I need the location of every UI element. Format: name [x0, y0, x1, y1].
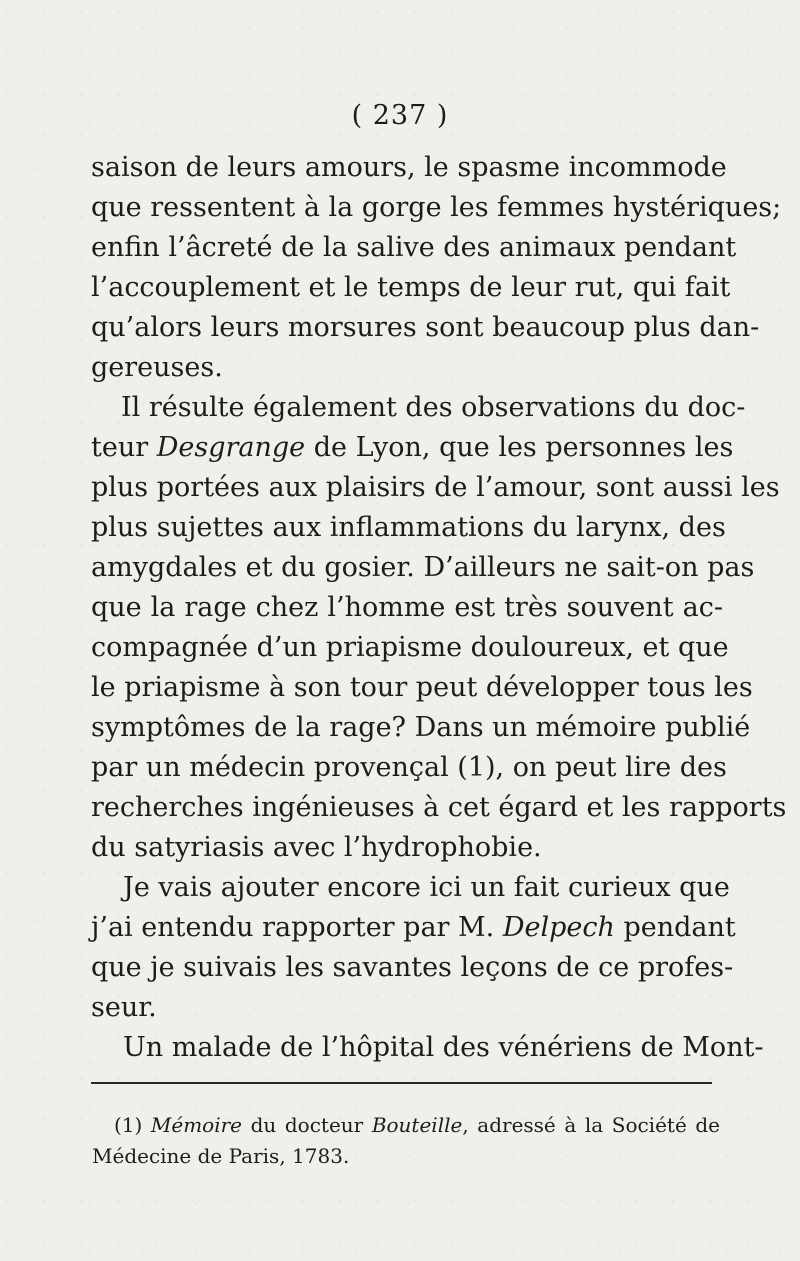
italic-name: Desgrange: [156, 432, 306, 463]
text-line: que la rage chez l’homme est très souvent ac-: [91, 592, 723, 623]
text-line: que je suivais les savantes leçons de ce profes-: [91, 952, 734, 983]
text-line: plus portées aux plaisirs de l’amour, sont aussi les: [91, 472, 780, 503]
footnote-text: du docteur: [242, 1113, 372, 1137]
text-line: [91, 908, 736, 948]
text-line: le priapisme à son tour peut développer tous les: [91, 672, 753, 703]
text-line: que ressentent à la gorge les femmes hystériques;: [91, 192, 782, 223]
text-line: par un médecin provençal (1), on peut lire des: [91, 752, 727, 783]
footnote: [92, 1110, 720, 1172]
page-number: ( 237 ): [351, 100, 449, 131]
paragraph-start-line: Il résulte également des observations du doc-: [121, 392, 746, 423]
text-segment: de Lyon, que les personnes les: [305, 432, 734, 463]
footnote-line: [114, 1110, 720, 1141]
text-line: symptômes de la rage? Dans un mémoire publié: [91, 712, 751, 743]
footnote-marker: (1): [114, 1113, 151, 1137]
text-line: qu’alors leurs morsures sont beaucoup plus dan-: [91, 312, 760, 343]
italic-name: Delpech: [502, 912, 615, 943]
text-line: recherches ingénieuses à cet égard et les rapports: [91, 792, 787, 823]
text-line: du satyriasis avec l’hydrophobie.: [91, 832, 542, 863]
footnote-italic: Bouteille: [371, 1113, 463, 1137]
footnote-rule: [91, 1082, 712, 1084]
text-line: saison de leurs amours, le spasme incommode: [91, 152, 727, 183]
text-line: l’accouplement et le temps de leur rut, qui fait: [91, 272, 731, 303]
text-line: [91, 428, 734, 468]
text-line: seur.: [91, 992, 157, 1023]
text-line: gereuses.: [91, 352, 223, 383]
body-text: [91, 148, 787, 1068]
text-line: compagnée d’un priapisme douloureux, et que: [91, 632, 729, 663]
footnote-line: Médecine de Paris, 1783.: [92, 1144, 350, 1168]
text-line: plus sujettes aux inflammations du larynx, des: [91, 512, 726, 543]
text-segment: pendant: [614, 912, 736, 943]
footnote-text: , adressé à la Société de: [462, 1113, 720, 1137]
text-line: enfin l’âcreté de la salive des animaux pendant: [91, 232, 737, 263]
paragraph-start-line: Je vais ajouter encore ici un fait curieux que: [123, 872, 730, 903]
text-segment: teur: [91, 432, 157, 463]
text-line: amygdales et du gosier. D’ailleurs ne sait-on pas: [91, 552, 755, 583]
text-segment: j’ai entendu rapporter par M.: [91, 912, 503, 943]
paragraph-start-line: Un malade de l’hôpital des vénériens de Mont-: [123, 1032, 764, 1063]
footnote-italic: Mémoire: [150, 1113, 243, 1137]
